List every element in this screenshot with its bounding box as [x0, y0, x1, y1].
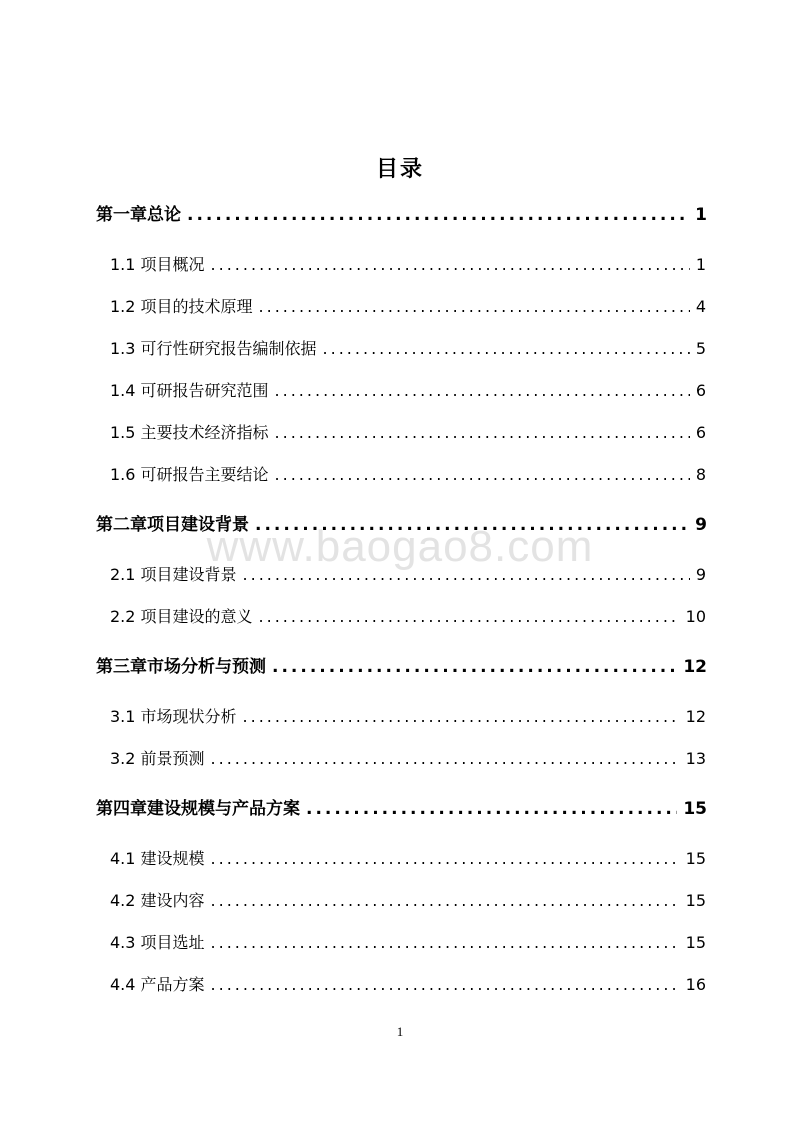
toc-section-entry[interactable] — [110, 604, 706, 630]
toc-entry-title: 4.2 建设内容 — [110, 891, 205, 910]
toc-entry-page: 15 — [685, 891, 706, 910]
toc-entry-page: 15 — [685, 849, 706, 868]
toc-dot-leader — [306, 796, 677, 822]
toc-entry-title: 第三章市场分析与预测 — [96, 657, 266, 677]
toc-section-entry[interactable] — [110, 746, 706, 772]
toc-entry-page: 9 — [695, 565, 706, 584]
toc-entry-page: 16 — [685, 975, 706, 994]
toc-section-entry[interactable] — [110, 562, 706, 588]
toc-entry-page: 13 — [685, 749, 706, 768]
toc-entry-title: 第一章总论 — [96, 205, 181, 225]
toc-section-entry[interactable] — [110, 420, 706, 446]
toc-section-entry[interactable] — [110, 972, 706, 998]
toc-dot-leader — [211, 846, 680, 872]
toc-title: 目录 — [375, 157, 424, 182]
toc-dot-leader — [275, 378, 690, 404]
toc-entry-page: 4 — [695, 297, 706, 316]
toc-entry-title: 1.5 主要技术经济指标 — [110, 423, 269, 442]
toc-entry-page: 6 — [695, 423, 706, 442]
toc-chapter-entry[interactable] — [96, 512, 707, 538]
toc-entry-page: 15 — [683, 799, 707, 819]
toc-dot-leader — [272, 654, 677, 680]
toc-dot-leader — [211, 252, 690, 278]
toc-entry-page: 9 — [695, 515, 707, 535]
toc-chapter-entry[interactable] — [96, 654, 707, 680]
toc-section-entry[interactable] — [110, 888, 706, 914]
toc-dot-leader — [187, 202, 689, 228]
toc-dot-leader — [275, 462, 690, 488]
toc-entry-page: 5 — [695, 339, 706, 358]
toc-section-entry[interactable] — [110, 294, 706, 320]
toc-entry-title: 2.1 项目建设背景 — [110, 565, 237, 584]
toc-dot-leader — [275, 420, 690, 446]
toc-section-entry[interactable] — [110, 336, 706, 362]
toc-entry-title: 1.1 项目概况 — [110, 255, 205, 274]
toc-entry-page: 15 — [685, 933, 706, 952]
toc-entry-title: 1.6 可研报告主要结论 — [110, 465, 269, 484]
toc-section-entry[interactable] — [110, 704, 706, 730]
toc-entry-page: 12 — [685, 707, 706, 726]
toc-dot-leader — [243, 704, 680, 730]
page-number: 1 — [396, 1024, 404, 1039]
toc-dot-leader — [259, 604, 680, 630]
toc-dot-leader — [255, 512, 689, 538]
toc-entry-title: 3.2 前景预测 — [110, 749, 205, 768]
toc-chapter-entry[interactable] — [96, 202, 707, 228]
toc-entry-title: 4.1 建设规模 — [110, 849, 205, 868]
toc-section-entry[interactable] — [110, 462, 706, 488]
toc-entry-page: 6 — [695, 381, 706, 400]
toc-entry-title: 4.3 项目选址 — [110, 933, 205, 952]
toc-section-entry[interactable] — [110, 252, 706, 278]
toc-entry-page: 1 — [695, 205, 707, 225]
toc-dot-leader — [211, 888, 680, 914]
toc-dot-leader — [211, 746, 680, 772]
toc-entry-title: 1.3 可行性研究报告编制依据 — [110, 339, 317, 358]
toc-entry-page: 8 — [695, 465, 706, 484]
toc-entry-page: 10 — [685, 607, 706, 626]
toc-entry-title: 2.2 项目建设的意义 — [110, 607, 253, 626]
toc-section-entry[interactable] — [110, 378, 706, 404]
toc-dot-leader — [211, 972, 680, 998]
toc-entry-title: 1.2 项目的技术原理 — [110, 297, 253, 316]
toc-section-entry[interactable] — [110, 846, 706, 872]
toc-entry-title: 第四章建设规模与产品方案 — [96, 799, 300, 819]
toc-entry-title: 1.4 可研报告研究范围 — [110, 381, 269, 400]
toc-dot-leader — [323, 336, 690, 362]
toc-entry-page: 1 — [695, 255, 706, 274]
toc-entry-page: 12 — [683, 657, 707, 677]
toc-section-entry[interactable] — [110, 930, 706, 956]
toc-entry-title: 第二章项目建设背景 — [96, 515, 249, 535]
toc-entry-title: 4.4 产品方案 — [110, 975, 205, 994]
toc-dot-leader — [259, 294, 690, 320]
toc-entry-title: 3.1 市场现状分析 — [110, 707, 237, 726]
toc-dot-leader — [243, 562, 690, 588]
watermark: www.baogao8.com — [206, 522, 594, 571]
toc-dot-leader — [211, 930, 680, 956]
toc-chapter-entry[interactable] — [96, 796, 707, 822]
